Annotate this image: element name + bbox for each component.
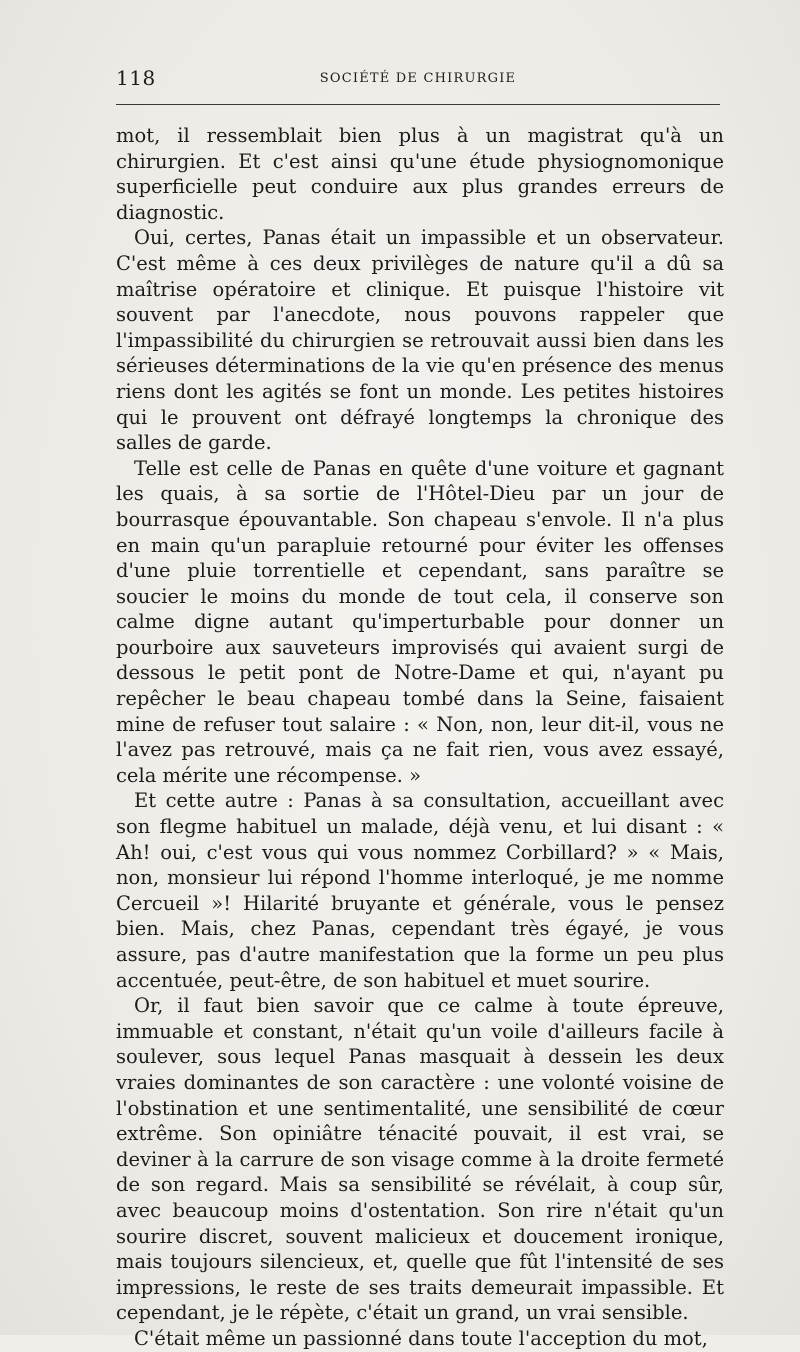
- paragraph-1: mot, il ressemblait bien plus à un magistrat qu'à un chirurgien. Et c'est ainsi qu'une étude physiognomonique superficielle peut conduire aux plus grandes erreurs de diagnostic.: [116, 124, 724, 224]
- paragraph-3: Telle est celle de Panas en quête d'une voiture et gagnant les quais, à sa sortie de l'Hôtel-Dieu par un jour de bourrasque épouvantable. Son chapeau s'envole. Il n'a plus en main qu'un parapluie retourné pour éviter les offenses d'une pluie torrentielle et cependant, sans paraître se soucier le moins du monde de tout cela, il conserve son calme digne autant qu'imperturbable pour donner un pourboire aux sauveteurs improvisés qui avaient surgi de dessous le petit pont de Notre-Dame et qui, n'ayant pu repêcher le beau chapeau tombé dans la Seine, faisaient mine de refuser tout salaire : « Non, non, leur dit-il, vous ne l'avez pas retrouvé, mais ça ne fait rien, vous avez essayé, cela mérite une récompense. »: [116, 456, 724, 787]
- paragraph-2: Oui, certes, Panas était un impassible et un observateur. C'est même à ces deux privilèges de nature qu'il a dû sa maîtrise opératoire et clinique. Et puisque l'histoire vit souvent par l'anecdote, nous pouvons rappeler que l'impassibilité du chirurgien se retrouvait aussi bien dans les sérieuses déterminations de la vie qu'en présence des menus riens dont les agités se font un monde. Les petites histoires qui le prouvent ont défrayé longtemps la chronique des salles de garde.: [116, 226, 724, 455]
- page-header: [116, 66, 720, 90]
- running-title: SOCIÉTÉ DE CHIRURGIE: [319, 71, 517, 86]
- paragraph-5: Or, il faut bien savoir que ce calme à toute épreuve, immuable et constant, n'était qu'un voile d'ailleurs facile à soulever, sous lequel Panas masquait à dessein les deux vraies dominantes de son caractère : une volonté voisine de l'obstination et une sentimentalité, une sensibilité de cœur extrême. Son opiniâtre ténacité pouvait, il est vrai, se deviner à la carrure de son visage comme à la droite fermeté de son regard. Mais sa sensibilité se révélait, à coup sûr, avec beaucoup moins d'ostentation. Son rire n'était qu'un sourire discret, souvent malicieux et doucement ironique, mais toujours silencieux, et, quelle que fût l'intensité de ses impressions, le reste de ses traits demeurait impassible. Et cependant, je le répète, c'était un grand, un vrai sensible.: [116, 994, 724, 1325]
- header-rule: [116, 104, 720, 105]
- page-number: 118: [116, 66, 156, 90]
- paragraph-4: Et cette autre : Panas à sa consultation, accueillant avec son flegme habituel un malade, déjà venu, et lui disant : « Ah! oui, c'est vous qui vous nommez Corbillard? » « Mais, non, monsieur lui répond l'homme interloqué, je me nomme Cercueil »! Hilarité bruyante et générale, vous le pensez bien. Mais, chez Panas, cependant très égayé, je vous assure, pas d'autre manifestation que la forme un peu plus accentuée, peut-être, de son habituel et muet sourire.: [116, 789, 724, 992]
- paragraph-6: C'était même un passionné dans toute l'acception du mot,: [134, 1326, 708, 1350]
- body-text: [116, 123, 724, 1352]
